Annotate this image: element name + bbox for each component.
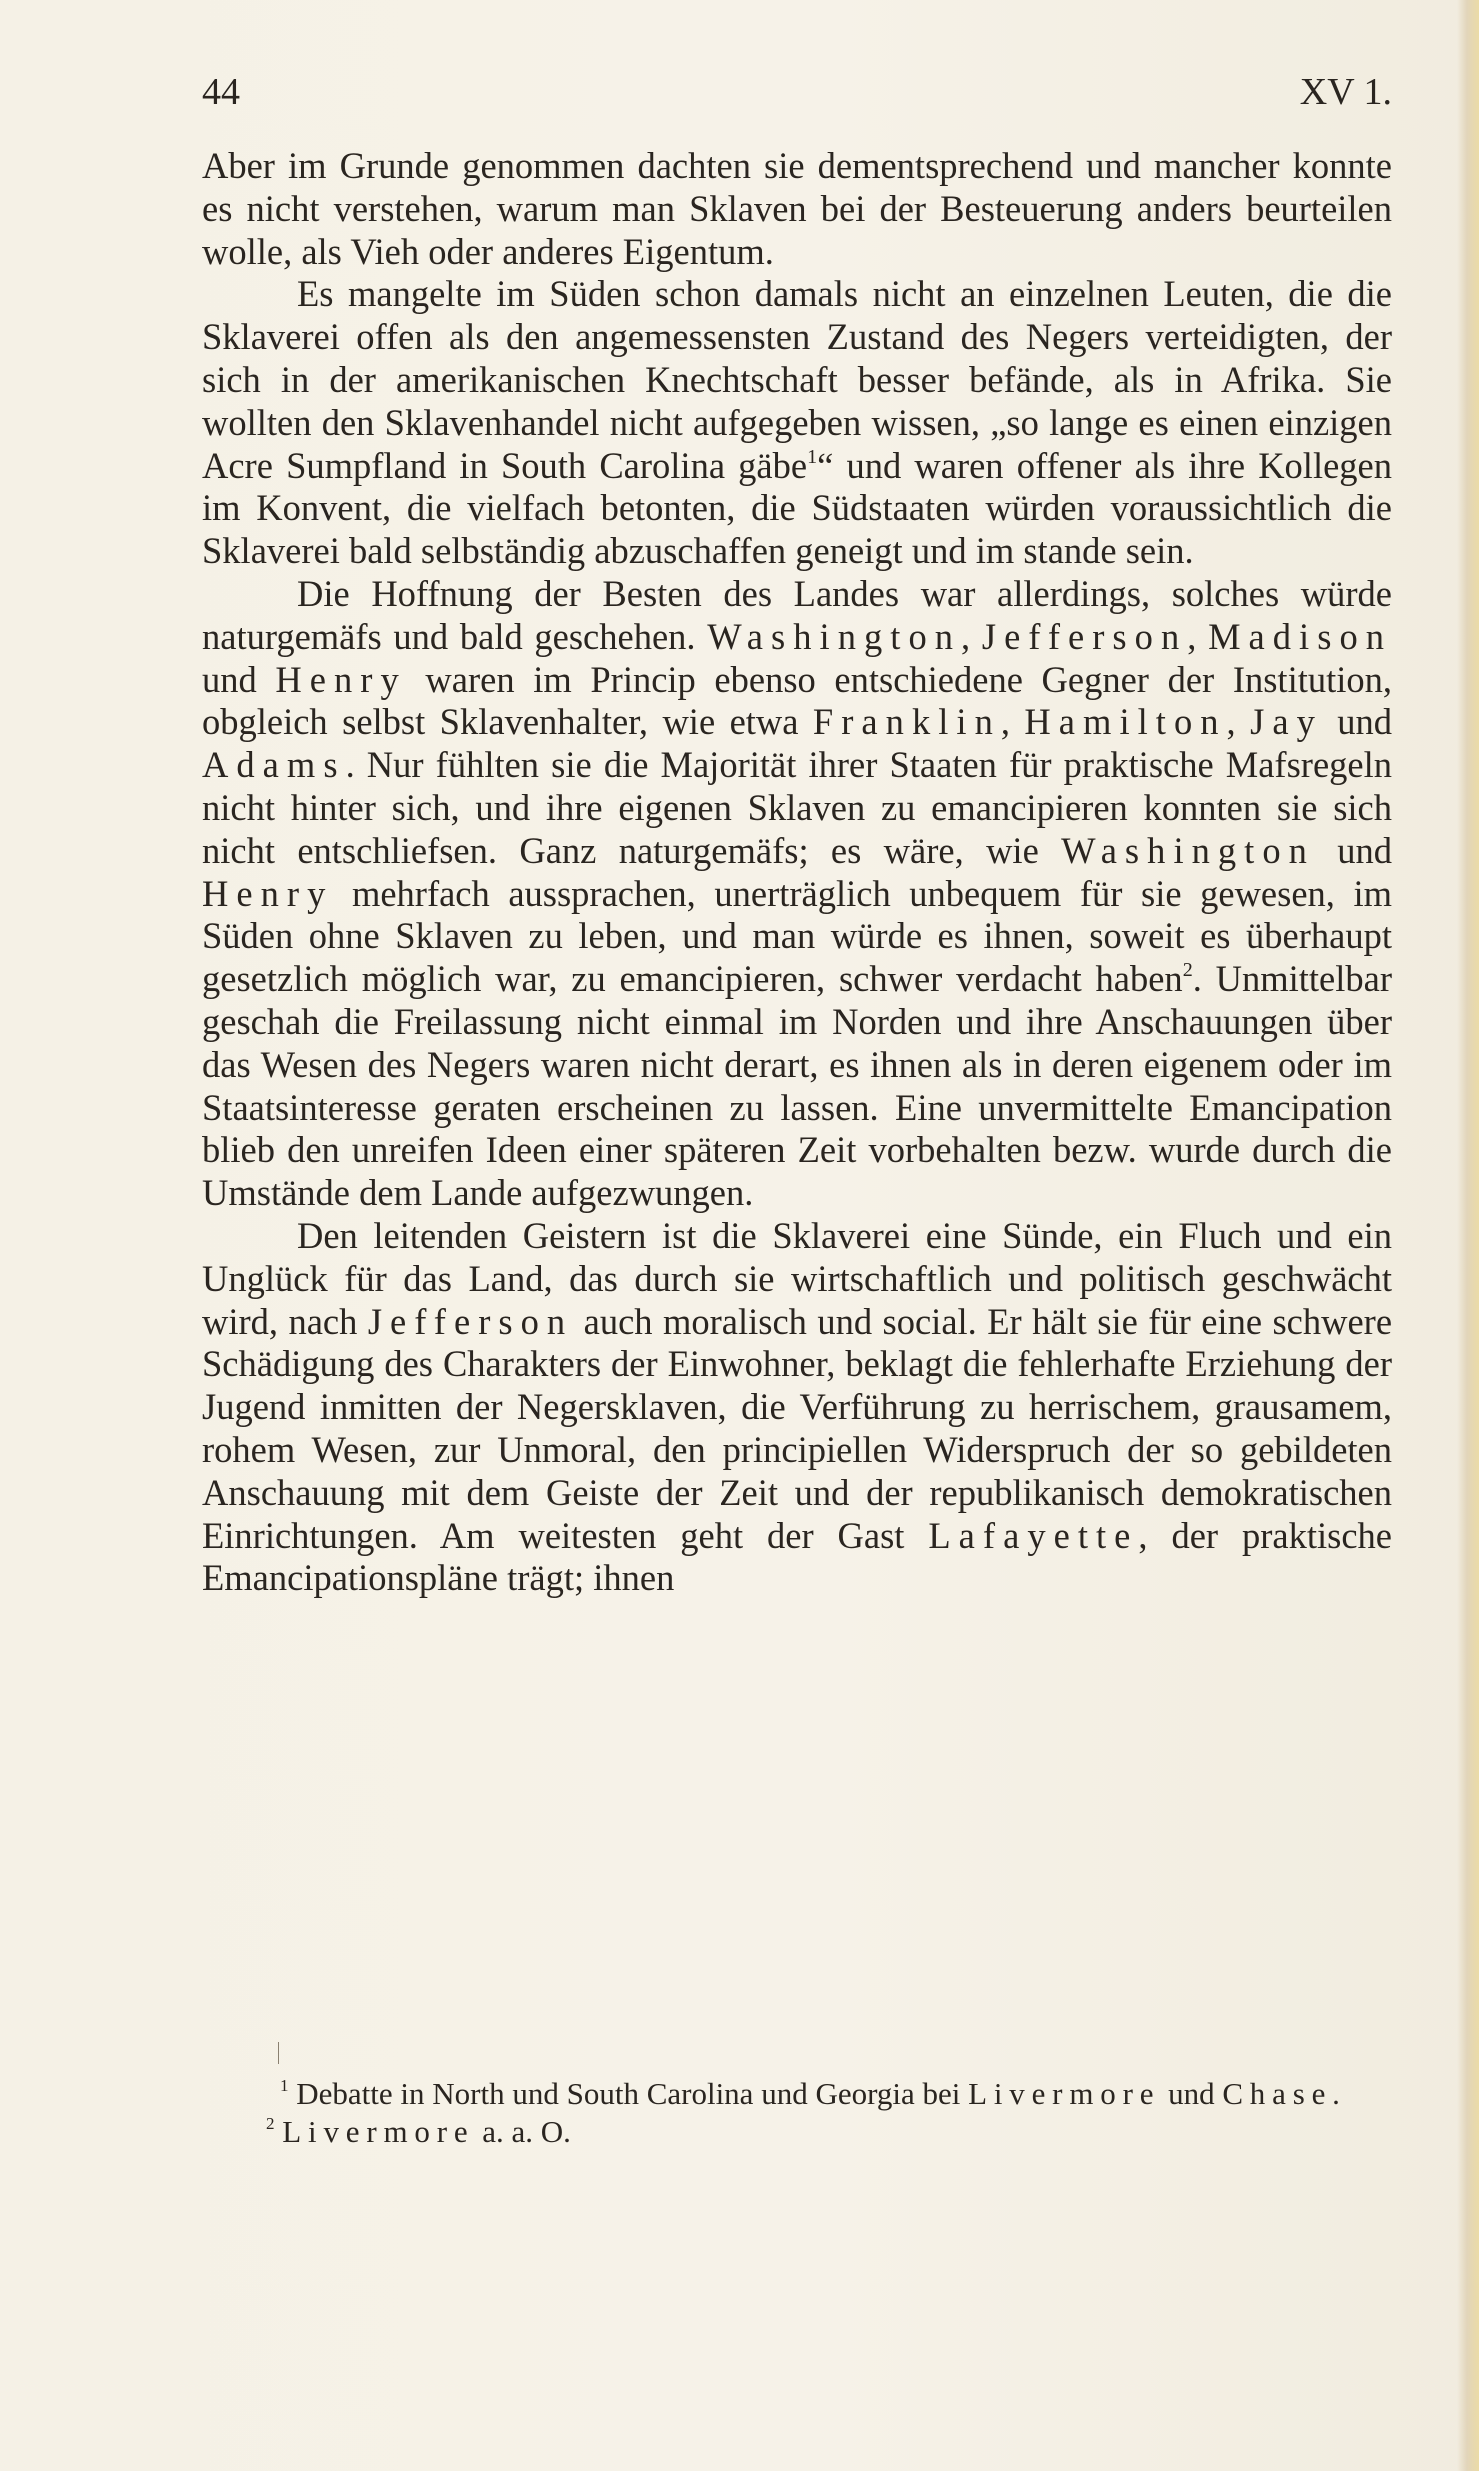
paragraph-2-text-b: “ und waren offener als ihre Kollegen im Konvent, die vielfach betonten, die Südstaaten würden voraussichtlich die Sklaverei bald selbständig abzuschaffen geneigt und im stande sein. — [202, 444, 1392, 572]
footnote-1-text: Debatte in North und South Carolina und Georgia bei — [296, 2076, 961, 2111]
conjunction-und: und — [1337, 829, 1393, 871]
name-madison: Madison — [1208, 615, 1393, 657]
paragraph-4-text-a: Den leitenden Geistern ist die Sklaverei eine Sünde, ein Fluch und ein Unglück für das Land, das durch sie wirtschaftlich und politisch geschwächt wird, nach — [202, 1214, 1392, 1342]
name-livermore: Livermore — [968, 2076, 1161, 2111]
footnote-1-mark: 1 — [280, 2076, 289, 2096]
paragraph-3-text-b: waren im Princip ebenso entschiedene Gegner der Institution, obgleich selbst Sklavenhalter, wie etwa — [202, 658, 1393, 743]
name-livermore: Livermore — [282, 2114, 475, 2149]
paragraph-2-text-a: Es mangelte im Süden schon damals nicht an einzelnen Leuten, die die Sklaverei offen als den angemessensten Zustand des Negers verteidigten, der sich in der amerikanischen Knechtschaft besser befände, als in Afrika. Sie wollten den Sklavenhandel nicht aufgegeben wissen, „so lange es einen einzigen Acre Sumpfland in South Carolina gäbe — [202, 273, 1392, 486]
footnote-2 — [202, 2113, 1392, 2151]
paragraph-3-text-d: mehrfach aussprachen, unerträglich unbequem für sie gewesen, im Süden ohne Sklaven zu leben, und man würde es ihnen, soweit es überhaupt gesetzlich möglich war, zu emancipieren, schwer verdacht haben — [202, 872, 1392, 1000]
name-jefferson: Jefferson — [981, 615, 1188, 657]
name-jay: Jay — [1250, 701, 1323, 743]
paragraph-1-text: Aber im Grunde genommen dachten sie dementsprechend und mancher konnte es nicht verstehen, warum man Sklaven bei der Besteuerung anders beurteilen wolle, als Vieh oder anderes Eigentum. — [202, 145, 1392, 272]
footnote-2-mark: 2 — [266, 2114, 275, 2134]
conjunction-und: und — [1337, 701, 1393, 743]
footnote-2-text: a. a. O. — [482, 2114, 571, 2149]
paragraph-4-text-c: , der praktische Emancipationspläne trägt; ihnen — [202, 1514, 1392, 1599]
paragraph-4-text-b: auch moralisch und social. Er hält sie für eine schwere Schädigung des Charakters der Einwohner, beklagt die fehlerhafte Erziehung der Jugend inmitten der Negersklaven, die Verführung zu herrischem, grausamem, rohem Wesen, zur Unmoral, den principiellen Widerspruch der so gebildeten Anschauung mit dem Geiste der Zeit und der republikanisch demokratischen Einrichtungen. Am weitesten geht der Gast — [202, 1300, 1393, 1556]
paragraph-2 — [202, 273, 1392, 573]
footnote-reference-1: 1 — [807, 445, 818, 468]
footnotes — [202, 2075, 1392, 2151]
name-franklin: Franklin — [812, 701, 1001, 743]
page-header — [202, 62, 1392, 122]
paragraph-3: Die Hoffnung der Besten des Landes war allerdings, solches würde naturgemäfs und bald geschehen. Washington, Jefferson, Madison und Henry waren im Princip ebenso entschiedene Gegner der Institution, obgleich selbst Sklavenhalter, wie etwa Franklin, Hamilton, Jay und Adams. Nur fühlten sie die Majorität ihrer Staaten für praktische Mafsregeln nicht hinter sich, und ihre eigenen Sklaven zu emancipieren konnten sie sich nicht entschliefsen. Ganz naturgemäfs; es wäre, wie Washington und Henry mehrfach aussprachen, unerträglich unbequem für sie gewesen, im Süden ohne Sklaven zu leben, und man würde es ihnen, soweit es überhaupt gesetzlich möglich war, zu emancipieren, schwer verdacht haben$^2$. Unmittelbar geschah die Freilassung nicht einmal im Norden und ihre Anschauungen über das Wesen des Negers waren nicht derart, es ihnen als in deren eigenem oder im Staatsinteresse geraten erscheinen zu lassen. Eine unvermittelte Emancipation blieb den unreifen Ideen einer späteren Zeit vorbehalten bezw. wurde durch die Umstände dem Lande aufgezwungen. — [202, 572, 1393, 1214]
page-number: 44 — [202, 71, 240, 113]
conjunction-und: und — [1168, 2076, 1215, 2111]
name-lafayette: Lafayette — [928, 1514, 1139, 1556]
name-henry: Henry — [275, 658, 407, 700]
footnote-separator — [278, 2042, 279, 2064]
paragraph-4 — [202, 1215, 1392, 1600]
name-chase: Chase — [1222, 2076, 1333, 2111]
conjunction-und: und — [202, 658, 257, 700]
footnote-1-end: . — [1332, 2076, 1340, 2111]
name-washington: Washington — [1061, 829, 1315, 871]
footnote-1 — [202, 2075, 1392, 2113]
name-henry: Henry — [202, 872, 334, 914]
running-head: XV 1. — [1299, 71, 1392, 113]
page-edge — [1457, 0, 1479, 2471]
name-adams: Adams — [202, 744, 346, 786]
name-jefferson: Jefferson — [367, 1300, 574, 1342]
name-hamilton: Hamilton — [1024, 701, 1227, 743]
paragraph-3-text-c: Nur fühlten sie die Majorität ihrer Staaten für praktische Mafsregeln nicht hinter sich, und ihre eigenen Sklaven zu emancipieren konnten sie sich nicht entschliefsen. Ganz naturgemäfs; es wäre, wie — [202, 744, 1392, 871]
name-washington: Washington — [707, 615, 962, 657]
paragraph-3-text-a: Die Hoffnung der Besten des Landes war allerdings, solches würde naturgemäfs und bald geschehen. — [202, 572, 1392, 657]
paragraph-3-text-e: . Unmittelbar geschah die Freilassung nicht einmal im Norden und ihre Anschauungen über das Wesen des Negers waren nicht derart, es ihnen als in deren eigenem oder im Staatsinteresse geraten erscheinen zu lassen. Eine unvermittelte Emancipation blieb den unreifen Ideen einer späteren Zeit vorbehalten bezw. wurde durch die Umstände dem Lande aufgezwungen. — [202, 958, 1392, 1214]
paragraph-1 — [202, 145, 1392, 273]
body-text — [202, 145, 1392, 1600]
footnote-reference-2: 2 — [1182, 959, 1193, 982]
